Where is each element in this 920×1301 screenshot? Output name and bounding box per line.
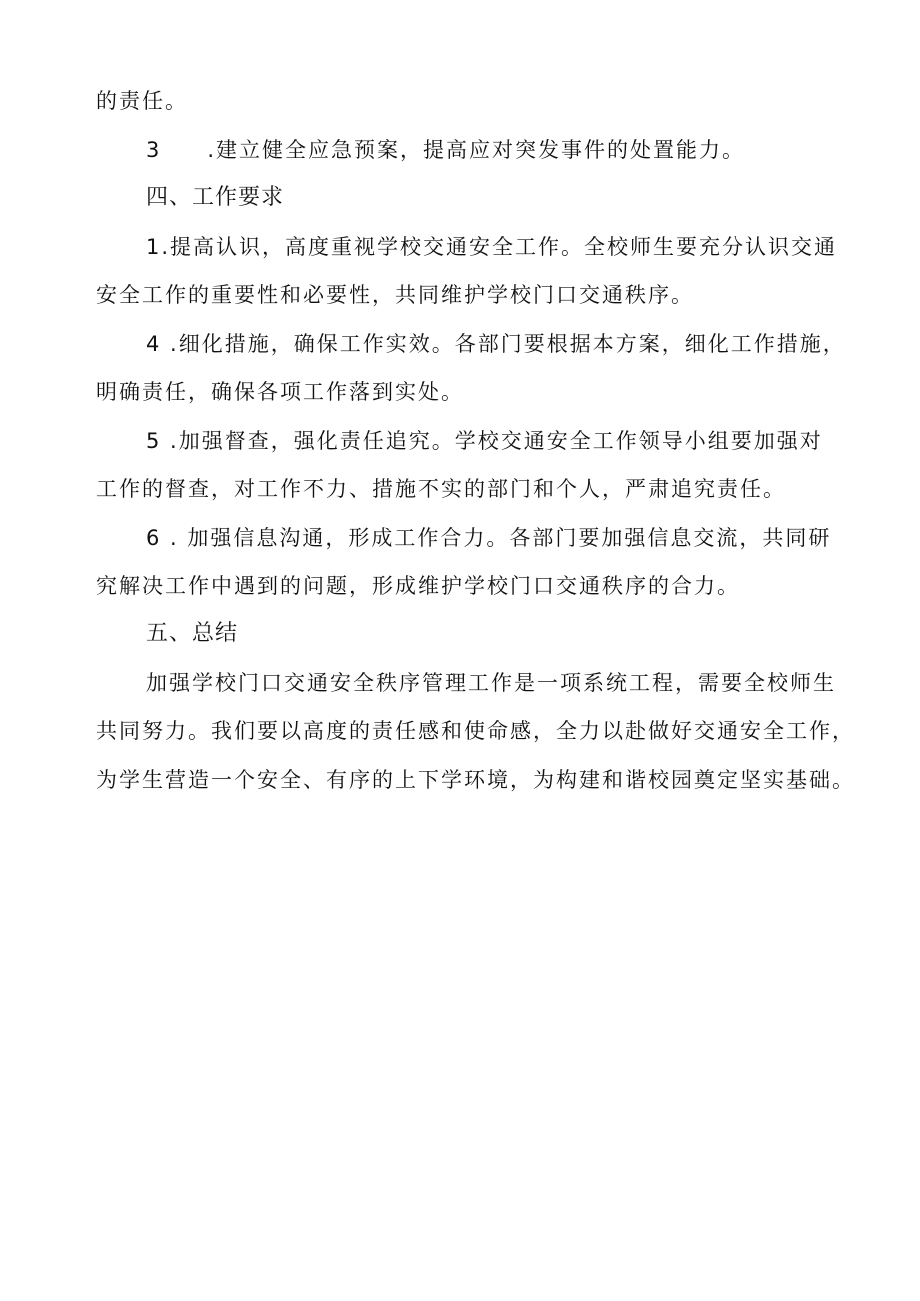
section-heading-requirements: 四、工作要求 <box>146 185 285 210</box>
list-item-4: 4 .细化措施，确保工作实效。各部门要根据本方案，细化工作措施， <box>146 332 846 356</box>
paragraph-line: 的责任。 <box>96 89 188 113</box>
list-item-6: 6 . 加强信息沟通，形成工作合力。各部门要加强信息交流，共同研 <box>146 526 832 550</box>
list-item-5: 5 .加强督查，强化责任追究。学校交通安全工作领导小组要加强对 <box>146 429 823 453</box>
paragraph-line: 明确责任，确保各项工作落到实处。 <box>96 380 464 404</box>
summary-paragraph-line: 为学生营造一个安全、有序的上下学环境，为构建和谐校园奠定坚实基础。 <box>96 768 855 792</box>
summary-paragraph-line: 加强学校门口交通安全秩序管理工作是一项系统工程，需要全校师生 <box>146 671 836 695</box>
paragraph-line: 安全工作的重要性和必要性，共同维护学校门口交通秩序。 <box>96 283 694 307</box>
paragraph-line: 究解决工作中遇到的问题，形成维护学校门口交通秩序的合力。 <box>96 574 740 598</box>
list-item-1: 1.提高认识，高度重视学校交通安全工作。全校师生要充分认识交通 <box>146 235 838 259</box>
section-heading-summary: 五、总结 <box>146 621 239 646</box>
summary-paragraph-line: 共同努力。我们要以高度的责任感和使命感，全力以赴做好交通安全工作， <box>96 719 855 743</box>
paragraph-line: 工作的督查，对工作不力、措施不实的部门和个人，严肃追究责任。 <box>96 477 786 501</box>
list-item-3: 3 .建立健全应急预案，提高应对突发事件的处置能力。 <box>146 138 746 162</box>
